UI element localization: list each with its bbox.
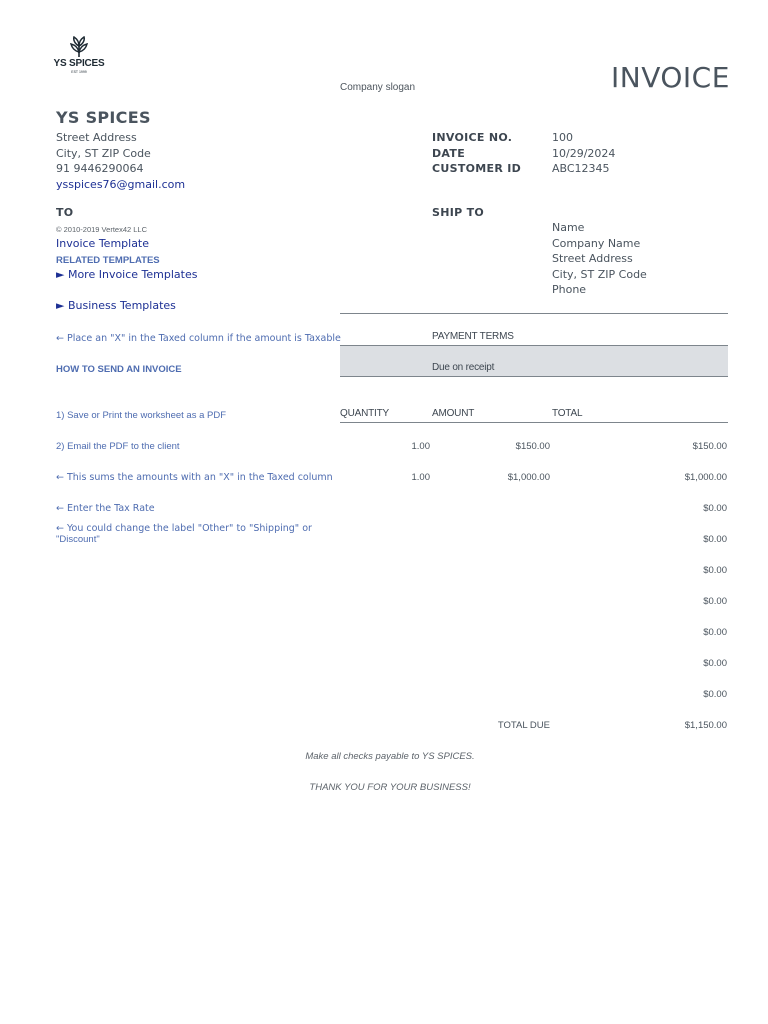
ship-to-label: SHIP TO [432, 206, 485, 219]
row-1-qty: 1.00 [411, 441, 430, 452]
total-due-value: $1,150.00 [684, 720, 727, 731]
row-6-total: $0.00 [703, 596, 727, 607]
date-label: DATE [432, 147, 466, 160]
invoice-no-label: INVOICE NO. [432, 131, 513, 144]
row-9-total: $0.00 [703, 689, 727, 700]
date-value: 10/29/2024 [552, 147, 616, 160]
step-1: 1) Save or Print the worksheet as a PDF [56, 410, 227, 421]
row-2-amount: $1,000.00 [507, 472, 550, 483]
row-1-amount: $150.00 [515, 441, 550, 452]
logo-est: EST 1999 [71, 70, 87, 74]
quantity-header: QUANTITY [340, 408, 389, 419]
ship-to-phone: Phone [552, 283, 587, 296]
logo-name: YS SPICES [53, 58, 105, 69]
row-2-total: $1,000.00 [684, 472, 727, 483]
company-slogan: Company slogan [340, 82, 416, 93]
ship-to-city: City, ST ZIP Code [552, 268, 647, 281]
total-due-label: TOTAL DUE [497, 720, 550, 731]
tip-tax-rate: ← Enter the Tax Rate [56, 503, 155, 514]
ship-to-name: Name [552, 221, 585, 234]
ship-to-street: Street Address [552, 252, 633, 265]
company-email[interactable]: ysspices76@gmail.com [56, 178, 186, 191]
tip-taxed: ← Place an "X" in the Taxed column if the amount is Taxable [56, 333, 341, 344]
related-templates-heading: RELATED TEMPLATES [56, 255, 160, 266]
company-street: Street Address [56, 131, 137, 144]
copyright-text: © 2010-2019 Vertex42 LLC [56, 225, 148, 234]
step-2: 2) Email the PDF to the client [56, 441, 180, 452]
customer-id-value: ABC12345 [552, 162, 610, 175]
row-2-qty: 1.00 [411, 472, 430, 483]
row-1-total: $150.00 [692, 441, 727, 452]
company-city: City, ST ZIP Code [56, 147, 151, 160]
how-to-send-heading: HOW TO SEND AN INVOICE [56, 364, 182, 375]
row-4-total: $0.00 [703, 534, 727, 545]
payment-terms-band [340, 346, 728, 376]
customer-id-label: CUSTOMER ID [432, 162, 522, 175]
invoice-no-value: 100 [552, 131, 573, 144]
leaf-icon [68, 36, 90, 58]
business-templates-link[interactable]: ► Business Templates [56, 299, 176, 312]
total-header: TOTAL [552, 408, 583, 419]
invoice-template-link[interactable]: Invoice Template [56, 237, 150, 250]
row-5-total: $0.00 [703, 565, 727, 576]
table-header-line [340, 422, 728, 423]
payment-terms-value: Due on receipt [432, 362, 495, 373]
invoice-title: INVOICE [611, 61, 730, 94]
amount-header: AMOUNT [432, 408, 475, 419]
tip-other-label-1: ← You could change the label "Other" to "Shipping" or [56, 523, 312, 534]
thank-you-note: THANK YOU FOR YOUR BUSINESS! [309, 782, 471, 793]
row-8-total: $0.00 [703, 658, 727, 669]
company-logo [52, 36, 106, 74]
more-invoice-templates-link[interactable]: ► More Invoice Templates [56, 268, 198, 281]
tip-other-label-2: "Discount" [56, 534, 100, 545]
row-7-total: $0.00 [703, 627, 727, 638]
to-label: TO [56, 206, 74, 219]
company-phone: 91 9446290064 [56, 162, 144, 175]
row-3-total: $0.00 [703, 503, 727, 514]
tip-sum: ← This sums the amounts with an "X" in the Taxed column [56, 472, 333, 483]
company-name: YS SPICES [56, 108, 151, 127]
ship-to-company: Company Name [552, 237, 641, 250]
checks-payable-note: Make all checks payable to YS SPICES. [305, 751, 475, 762]
payment-terms-bottom-line [340, 376, 728, 377]
payment-terms-label: PAYMENT TERMS [432, 331, 514, 342]
divider-line [340, 313, 728, 314]
